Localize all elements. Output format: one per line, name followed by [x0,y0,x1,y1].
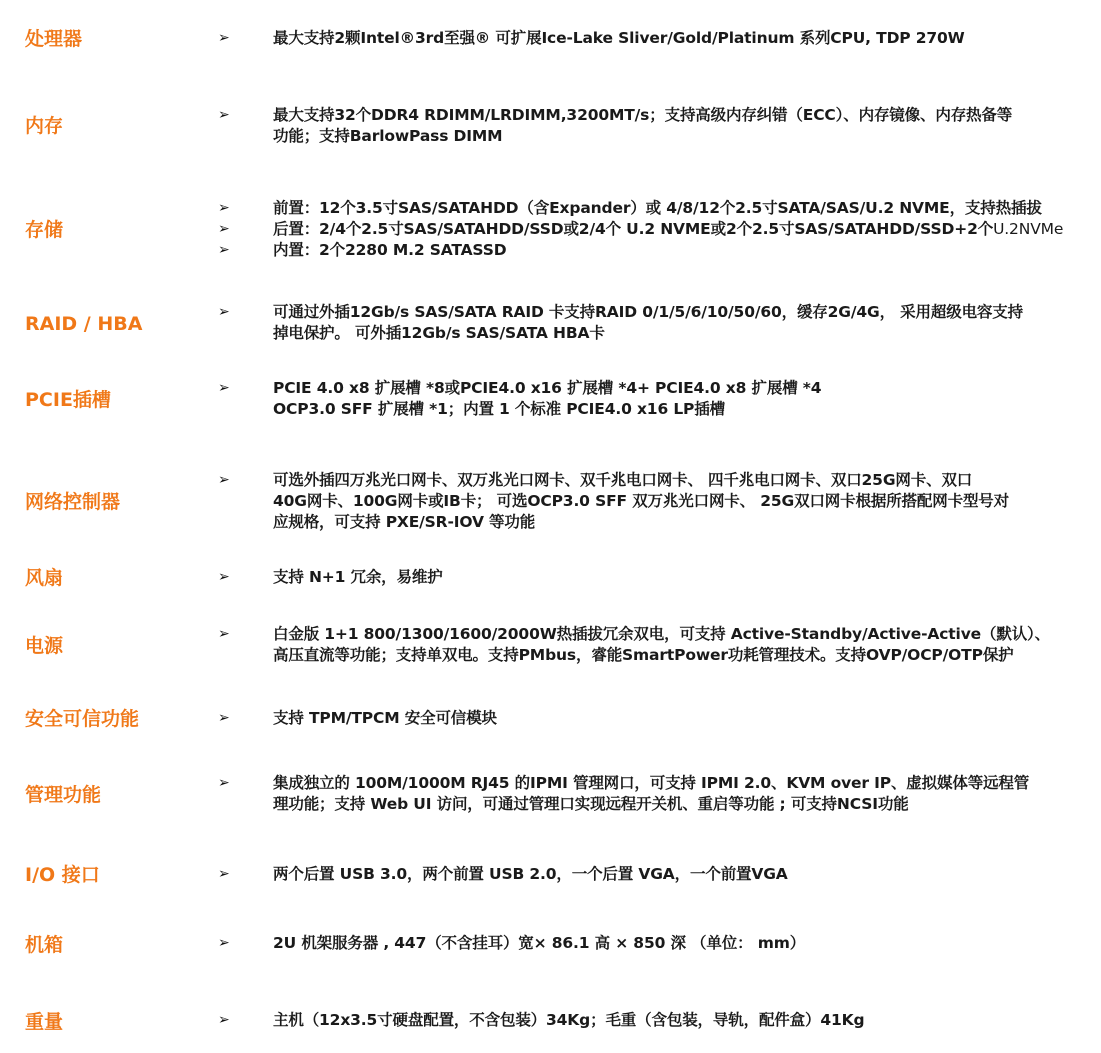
spec-value [273,105,1095,147]
spec-label: I/O 接口 [25,864,100,886]
spec-label: 处理器 [25,28,83,50]
spec-value [273,1010,1095,1031]
spec-label: 网络控制器 [25,491,121,513]
spec-line: 最大支持2颗Intel®3rd至强® 可扩展Ice-Lake Sliver/Gold/Platinum 系列CPU, TDP 270W [273,29,965,47]
spec-label: 安全可信功能 [25,708,140,730]
spec-value [273,302,1095,344]
arrow-bullet-icon: ➢ [218,710,230,726]
spec-value [273,773,1095,815]
spec-label: PCIE插槽 [25,389,111,411]
spec-line: 掉电保护。 可外插12Gb/s SAS/SATA HBA卡 [273,324,605,342]
spec-line: 理功能；支持 Web UI 访问，可通过管理口实现远程开关机、重启等功能 ; 可支持NCSI功能 [273,795,909,813]
spec-label: 内存 [25,115,64,137]
spec-line-suffix: U.2NVMe [993,220,1064,238]
spec-line: 集成独立的 100M/1000M RJ45 的IPMI 管理网口，可支持 IPMI 2.0、KVM over IP、虚拟媒体等远程管 [273,774,1030,792]
spec-line-text: 后置：2/4个2.5寸SAS/SATAHDD/SSD或2/4个 U.2 NVME或2个2.5寸SAS/SATAHDD/SSD+2个 [273,220,994,238]
spec-value [273,378,1095,420]
spec-line [273,219,1095,240]
spec-line: 支持 TPM/TPCM 安全可信模块 [273,709,497,727]
arrow-bullet-icon: ➢ [218,221,230,237]
arrow-bullet-icon: ➢ [218,380,230,396]
spec-value [273,470,1095,533]
spec-value [273,624,1095,666]
spec-line: 内置：2个2280 M.2 SATASSD [273,241,507,259]
arrow-bullet-icon: ➢ [218,569,230,585]
spec-line: 2U 机架服务器 , 447（不含挂耳）宽× 86.1 高 × 850 深 （单位： mm） [273,934,806,952]
arrow-bullet-icon: ➢ [218,242,230,258]
spec-label: RAID / HBA [25,313,143,335]
spec-line: 40G网卡、100G网卡或IB卡； 可选OCP3.0 SFF 双万兆光口网卡、 25G双口网卡根据所搭配网卡型号对 [273,492,1009,510]
arrow-bullet-icon: ➢ [218,30,230,46]
spec-line: 功能；支持BarlowPass DIMM [273,127,503,145]
arrow-bullet-icon: ➢ [218,472,230,488]
spec-value [273,28,1095,49]
spec-label: 管理功能 [25,784,102,806]
arrow-bullet-icon: ➢ [218,775,230,791]
arrow-bullet-icon: ➢ [218,1012,230,1028]
spec-line: 应规格，可支持 PXE/SR-IOV 等功能 [273,513,536,531]
spec-line: PCIE 4.0 x8 扩展槽 *8或PCIE4.0 x16 扩展槽 *4+ PCIE4.0 x8 扩展槽 *4 [273,379,822,397]
spec-label: 存储 [25,219,64,241]
arrow-bullet-icon: ➢ [218,107,230,123]
spec-label: 机箱 [25,934,64,956]
spec-value [273,933,1095,954]
spec-value [273,864,1095,885]
spec-line: 可选外插四万兆光口网卡、双万兆光口网卡、双千兆电口网卡、 四千兆电口网卡、双口25G网卡、双口 [273,471,973,489]
arrow-bullet-icon: ➢ [218,866,230,882]
spec-line: 可通过外插12Gb/s SAS/SATA RAID 卡支持RAID 0/1/5/6/10/50/60，缓存2G/4G， 采用超级电容支持 [273,303,1023,321]
arrow-bullet-icon: ➢ [218,200,230,216]
spec-line: 前置：12个3.5寸SAS/SATAHDD（含Expander）或 4/8/12个2.5寸SATA/SAS/U.2 NVME，支持热插拔 [273,199,1042,217]
spec-value [273,708,1095,729]
spec-line: OCP3.0 SFF 扩展槽 *1；内置 1 个标准 PCIE4.0 x16 LP插槽 [273,400,725,418]
spec-line: 最大支持32个DDR4 RDIMM/LRDIMM,3200MT/s；支持高级内存纠错（ECC）、内存镜像、内存热备等 [273,106,1013,124]
spec-label: 电源 [25,635,64,657]
spec-line: 高压直流等功能；支持单双电。支持PMbus，睿能SmartPower功耗管理技术。支持OVP/OCP/OTP保护 [273,646,1014,664]
spec-line: 支持 N+1 冗余，易维护 [273,568,443,586]
spec-value [273,198,1095,261]
arrow-bullet-icon: ➢ [218,304,230,320]
spec-value [273,567,1095,588]
spec-line: 两个后置 USB 3.0，两个前置 USB 2.0，一个后置 VGA，一个前置VGA [273,865,788,883]
arrow-bullet-icon: ➢ [218,626,230,642]
spec-label: 重量 [25,1011,64,1033]
spec-line: 白金版 1+1 800/1300/1600/2000W热插拔冗余双电，可支持 Active-Standby/Active-Active（默认）、 [273,625,1051,643]
spec-line: 主机（12x3.5寸硬盘配置，不含包装）34Kg；毛重（含包装，导轨，配件盒）41Kg [273,1011,865,1029]
arrow-bullet-icon: ➢ [218,935,230,951]
spec-label: 风扇 [25,567,64,589]
